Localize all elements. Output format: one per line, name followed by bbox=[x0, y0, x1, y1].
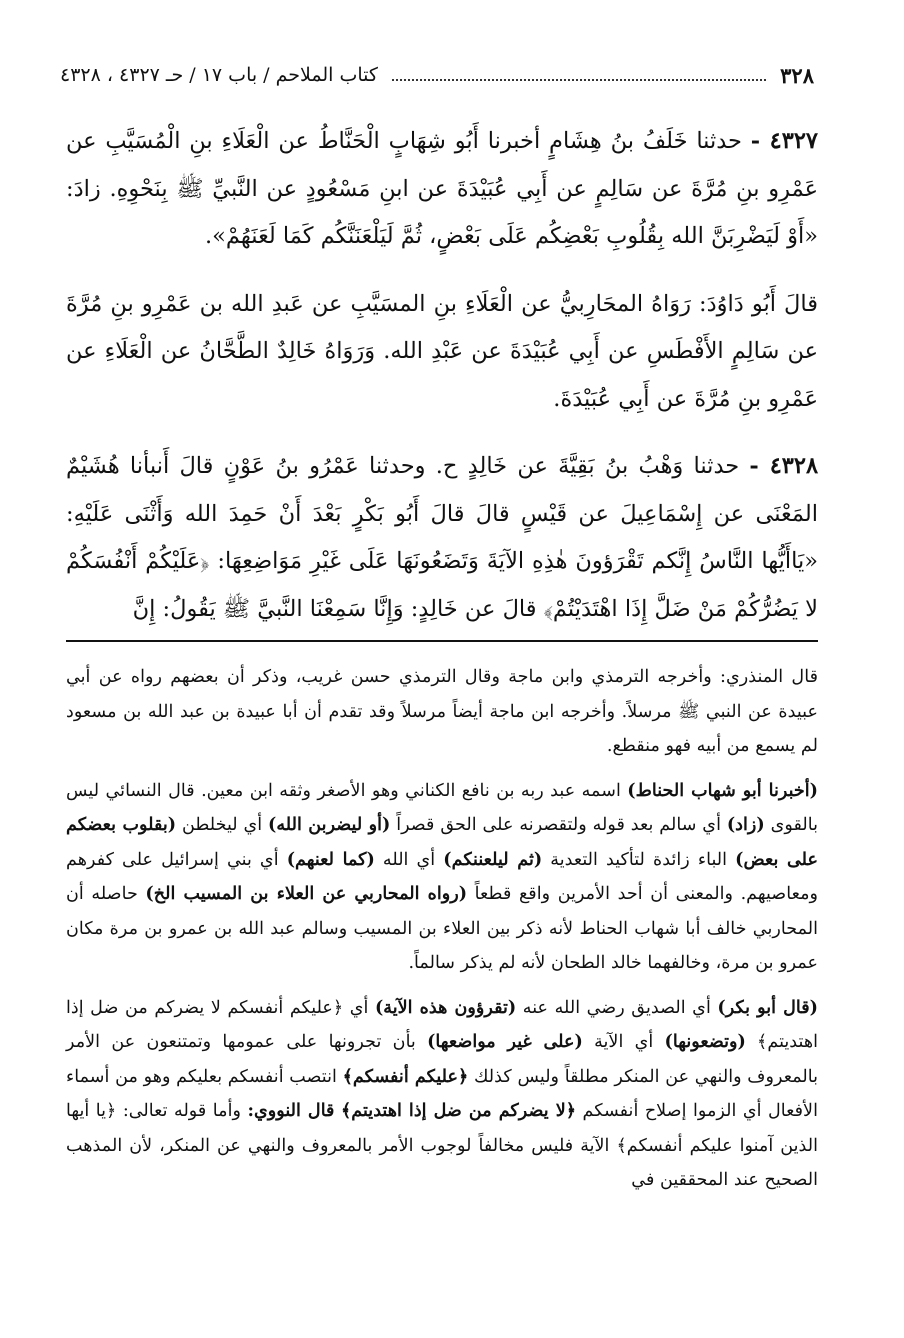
running-header bbox=[60, 58, 814, 92]
gloss: بأن تجرونها على عمومها وتمتنعون عن الأمر بالمعروف والنهي عن المنكر مطلقاً وليس كذلك bbox=[66, 1032, 819, 1087]
hadith-text bbox=[66, 118, 818, 653]
page-number: ٣٢٨ bbox=[780, 62, 814, 88]
lemma: (بقلوب بعضكم على بعض) bbox=[66, 814, 818, 870]
gloss: أي ﴿عليكم أنفسكم لا يضركم من ضل إذا اهتديتم﴾ bbox=[66, 997, 818, 1052]
hadith-4328 bbox=[66, 443, 818, 633]
gloss: أي الله bbox=[374, 849, 444, 870]
gloss: الباء زائدة لتأكيد التعدية bbox=[542, 849, 736, 870]
gloss: أي الآية bbox=[582, 1032, 665, 1052]
hadith-4327 bbox=[66, 118, 818, 261]
gloss: أي سالم بعد قوله ولتقصرنه على الحق قصراً bbox=[390, 815, 727, 835]
lemma: قال النووي: bbox=[247, 1100, 335, 1121]
lemma: (رواه المحاربي عن العلاء بن المسيب الخ) bbox=[145, 883, 468, 904]
gloss: وأما قوله تعالى: ﴿يا أيها الذين آمنوا عليكم أنفسكم﴾ الآية فليس مخالفاً لوجوب الأمر بالمعروف والنهي عن المنكر، لأن المذهب الصحيح عند المحققين في bbox=[66, 1101, 818, 1190]
lemma: (زاد) bbox=[726, 814, 765, 835]
gloss: حاصله أن المحاربي خالف أبا شهاب الحناط لأنه ذكر بين العلاء بن المسيب وسالم عبد الله بن عمرو بن مرة مكان عمرو بن مرة، وخالفهما خالد الطحان لأنه لم يذكر سالماً. bbox=[66, 884, 818, 973]
gloss: انتصب أنفسكم بعليكم وهو من أسماء الأفعال أي الزموا إصلاح أنفسكم bbox=[66, 1066, 818, 1121]
abu-dawud-comment: قالَ أَبُو دَاوُدَ: رَوَاهُ المحَارِبيُّ عن الْعَلَاءِ بنِ المسَيَّبِ عن عَبدِ الله بن عَمْرِو بنِ مُرَّةَ عن سَالِمٍ الأَفْطَسِ عن أَبِي عُبَيْدَةَ عن عَبْدِ الله. وَرَوَاهُ خَالِدٌ الطَّحَّانُ عن الْعَلَاءِ عن عَمْرِو بنِ مُرَّةَ عن أَبِي عُبَيْدَةَ. bbox=[66, 290, 818, 412]
lemma: (قال أبو بكر) bbox=[717, 996, 818, 1018]
hadith-body: حدثنا وَهْبُ بنُ بَقِيَّةَ عن خَالِدٍ ح. وحدثنا عَمْرُو بنُ عَوْنٍ قالَ أَنبأنا هُشَيْمٌ المَعْنَى عن إِسْمَاعِيلَ عن قَيْسٍ قالَ قالَ أَبُو بَكْرٍ بَعْدَ أَنْ حَمِدَ الله وَأَثْنَى عَلَيْهِ: «يَاأَيُّها النَّاسُ إِنَّكم تَقْرَؤونَ هٰذِهِ الآيَةَ وَتَضَعُونَهَا عَلَى غَيْرِ مَوَاضِعِهَا: ﴿عَلَيْكُمْ أَنْفُسَكُمْ لا يَضُرُّكُمْ مَنْ ضَلَّ إِذَا اهْتَدَيْتُمْ﴾ قالَ عن خَالِدٍ: وَإِنَّا سَمِعْنَا النَّبيَّ ﷺ يَقُولُ: إِنَّ bbox=[66, 453, 818, 622]
footnote-mundhiri: قال المنذري: وأخرجه الترمذي وابن ماجة وقال الترمذي حسن غريب، وذكر أن بعضهم رواه عن أبي عبيدة عن النبي ﷺ مرسلاً. وأخرجه ابن ماجة أيضاً مرسلاً وقد تقدم أن أبا عبيدة بن عبد الله بن مسعود لم يسمع من أبيه فهو منقطع. bbox=[66, 667, 818, 756]
dotted-leader bbox=[392, 79, 766, 81]
footnote-commentary-4328 bbox=[66, 991, 818, 1198]
hadith-number: ٤٣٢٧ - bbox=[750, 128, 818, 154]
lemma: (ثم ليلعننكم) bbox=[443, 848, 543, 870]
lemma: (على غير مواضعها) bbox=[427, 1031, 583, 1052]
gloss: أي الصديق رضي الله عنه bbox=[516, 997, 718, 1018]
lemma: (أو ليضربن الله) bbox=[268, 814, 391, 835]
lemma: (كما لعنهم) bbox=[286, 848, 375, 870]
footnote-divider bbox=[66, 640, 818, 642]
footnotes bbox=[66, 660, 818, 1208]
lemma: (أخبرنا أبو شهاب الحناط) bbox=[627, 779, 818, 801]
lemma: ﴿عليكم أنفسكم﴾ bbox=[342, 1065, 469, 1087]
gloss: أي بني إسرائيل على كفرهم ومعاصيهم. والمعنى أن أحد الأمرين واقع قطعاً bbox=[66, 849, 818, 904]
lemma: (تقرؤون هذه الآية) bbox=[374, 996, 517, 1018]
gloss: اسمه عبد ربه بن نافع الكناني وهو الأصغر وثقه ابن معين. قال النسائي ليس بالقوى bbox=[66, 780, 818, 835]
footnote-commentary-4327 bbox=[66, 774, 818, 981]
running-title: كتاب الملاحم / باب ١٧ / حـ ٤٣٢٧ ، ٤٣٢٨ bbox=[60, 64, 378, 86]
hadith-body: حدثنا خَلَفُ بنُ هِشَامٍ أخبرنا أَبُو شِهَابٍ الْحَنَّاطُ عن الْعَلَاءِ بنِ الْمُسَيَّبِ عن عَمْرِو بنِ مُرَّةَ عن سَالِمٍ عن أَبِي عُبَيْدَةَ عن ابنِ مَسْعُودٍ عن النَّبيِّ ﷺ بِنَحْوِهِ. زادَ: «أَوْ لَيَضْرِبَنَّ الله بِقُلُوبِ بَعْضِكُم عَلَى بَعْضٍ، ثُمَّ لَيَلْعَنَنَّكُم كَمَا لَعَنَهُمْ». bbox=[66, 128, 818, 249]
lemma: ﴿لا يضركم من ضل إذا اهتديتم﴾ bbox=[340, 1100, 577, 1121]
lemma: (وتضعونها) bbox=[664, 1031, 746, 1052]
hadith-number: ٤٣٢٨ - bbox=[749, 453, 819, 479]
gloss: أي ليخلطن bbox=[176, 815, 269, 835]
